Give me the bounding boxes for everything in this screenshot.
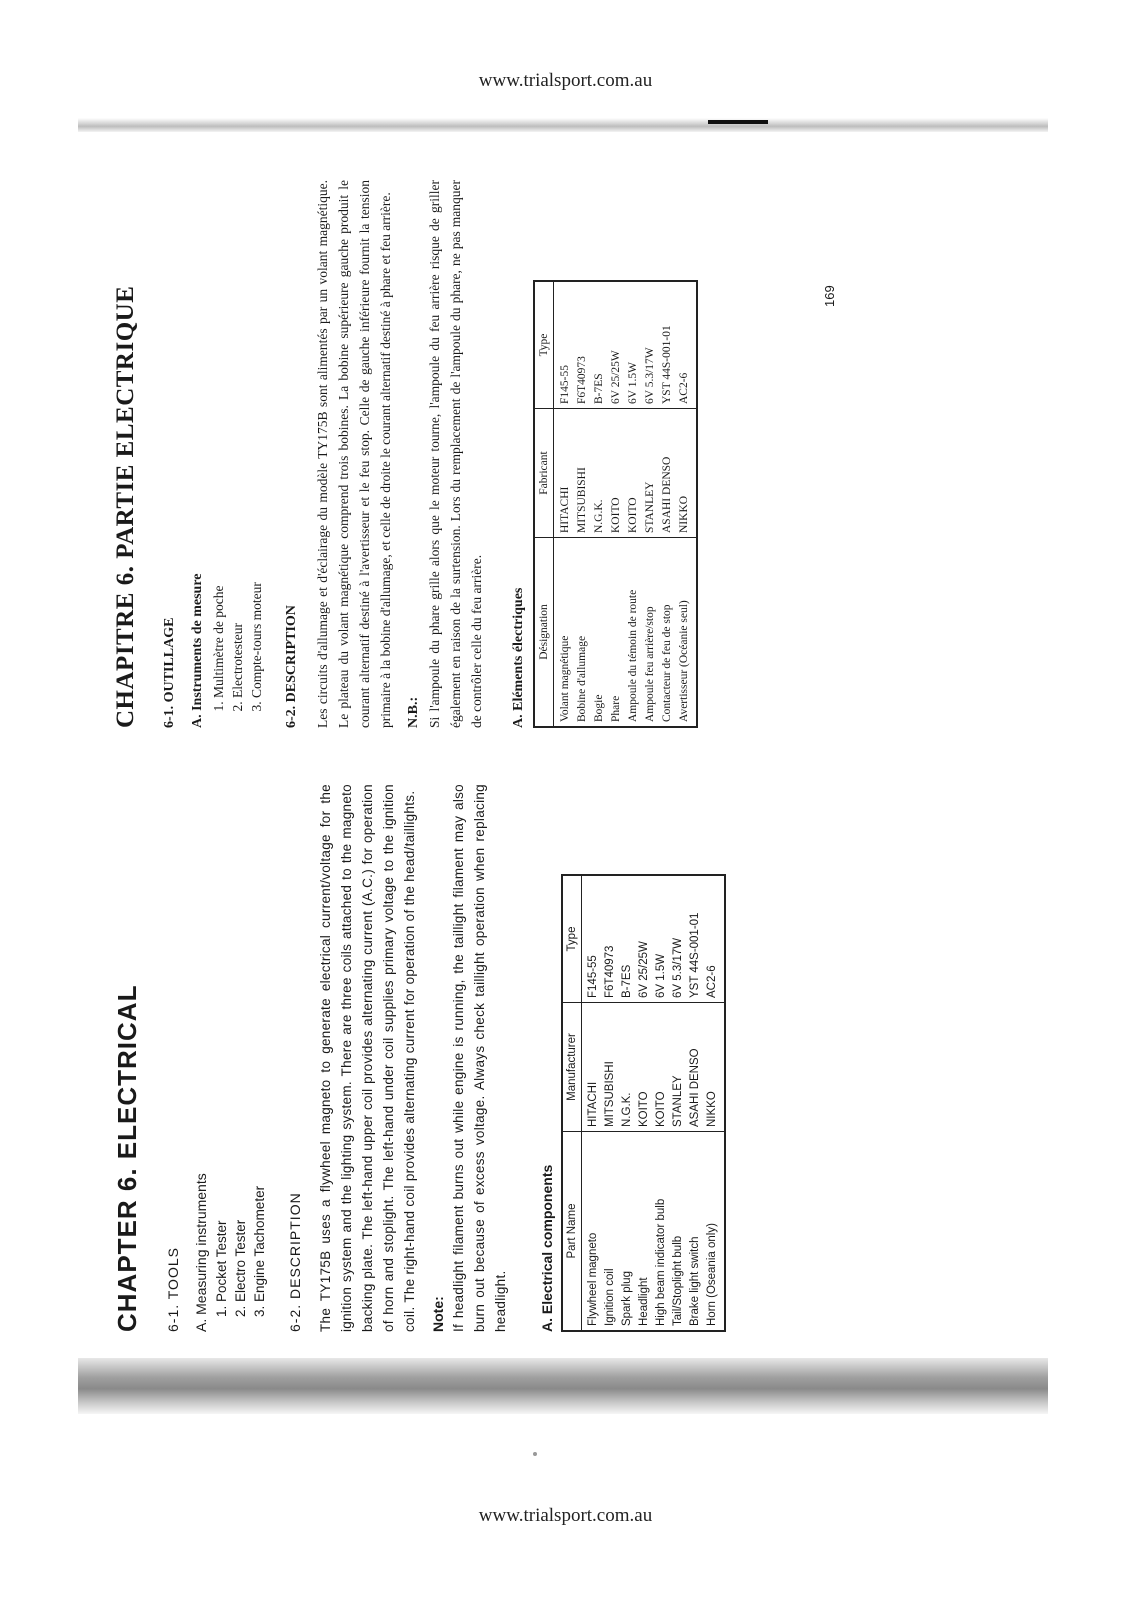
- table-row: [591, 281, 608, 727]
- english-note-heading: Note:: [430, 1296, 446, 1332]
- table-header: Désignation: [534, 538, 554, 728]
- scan-speck: [533, 1452, 537, 1456]
- table-row: [687, 875, 704, 1331]
- table-cell: YST 44S-001-01: [687, 875, 704, 1003]
- french-description-heading: 6-2. DESCRIPTION: [284, 605, 299, 728]
- table-cell: MITSUBISHI: [602, 1003, 619, 1132]
- table-cell: F6T40973: [602, 875, 619, 1003]
- table-header: Fabricant: [534, 409, 554, 538]
- table-cell: KOITO: [653, 1003, 670, 1132]
- table-cell: 6V 1.5W: [653, 875, 670, 1003]
- table-row: [670, 875, 687, 1331]
- english-tools-heading: 6-1. TOOLS: [165, 1247, 181, 1332]
- rotated-page: [112, 180, 854, 1332]
- french-chapter-title: CHAPITRE 6. PARTIE ELECTRIQUE: [112, 285, 139, 728]
- table-cell: Spark plug: [619, 1132, 636, 1332]
- footer-url: www.trialsport.com.au: [478, 1505, 653, 1526]
- table-cell: F145-55: [554, 281, 575, 409]
- table-cell: AC2-6: [704, 875, 725, 1003]
- table-cell: STANLEY: [670, 1003, 687, 1132]
- table-cell: 6V 5.3/17W: [642, 281, 659, 409]
- table-cell: Contacteur de feu de stop: [659, 538, 676, 728]
- table-row: [619, 875, 636, 1331]
- english-chapter-title: CHAPTER 6. ELECTRICAL: [112, 984, 142, 1332]
- english-table-body: [582, 875, 726, 1331]
- table-cell: KOITO: [625, 409, 642, 538]
- french-table-body: [554, 281, 698, 727]
- french-instrument-list: [209, 180, 266, 728]
- table-cell: N.G.K.: [591, 409, 608, 538]
- english-components-table: [561, 874, 726, 1332]
- table-cell: F6T40973: [574, 281, 591, 409]
- table-cell: Ampoule feu arrière/stop: [642, 538, 659, 728]
- table-row: [574, 281, 591, 727]
- scan-edge-bottom: [78, 1358, 1048, 1414]
- table-header: Part Name: [562, 1132, 582, 1332]
- page-number: 169: [822, 285, 837, 307]
- header-url: www.trialsport.com.au: [478, 70, 653, 91]
- table-cell: B-7ES: [619, 875, 636, 1003]
- english-column: [112, 784, 854, 1332]
- english-components-heading: A. Electrical components: [539, 1164, 555, 1332]
- table-cell: NIKKO: [704, 1003, 725, 1132]
- list-item: 1. Multimètre de poche: [209, 180, 228, 698]
- table-row: [625, 281, 642, 727]
- english-instrument-list: [212, 784, 269, 1332]
- table-cell: Phare: [608, 538, 625, 728]
- table-row: [659, 281, 676, 727]
- table-cell: 6V 25/25W: [636, 875, 653, 1003]
- scan-mark: [708, 120, 768, 124]
- table-cell: Avertisseur (Océanie seul): [676, 538, 697, 728]
- french-description-text: Les circuits d'allumage et d'éclairage du modèle TY175B sont alimentés par un volant magnétique. Le plateau du volant magnétique comprend trois bobines. La bobine supérieure gauche produit le courant alternatif destiné à l'avertisseur et le feu stop. Celle de gauche inférieure fournit la tension primaire à la bobine d'allumage, et celle de droite le courant alternatif destiné à phare et feu arrière.: [315, 180, 393, 728]
- table-cell: HITACHI: [554, 409, 575, 538]
- list-item: 3. Engine Tachometer: [250, 784, 269, 1302]
- english-note-text: If headlight filament burns out while engine is running, the taillight filament may also burn out because of excess voltage. Always check taillight operation when replacing headlight.: [451, 784, 508, 1332]
- english-description-text: The TY175B uses a flywheel magneto to generate electrical current/voltage for the ignition system and the lighting system. There are three coils attached to the magneto backing plate. The left-hand upper coil provides alternating current (A.C.) for operation of horn and stoplight. The left-hand under coil supplies primary voltage to the ignition coil. The right-hand coil provides alternating current for operation of the head/taillights.: [318, 784, 417, 1332]
- table-cell: NIKKO: [676, 409, 697, 538]
- english-description-heading: 6-2. DESCRIPTION: [287, 1192, 303, 1332]
- list-item: 1. Pocket Tester: [212, 784, 231, 1302]
- table-header: Type: [562, 875, 582, 1003]
- table-cell: AC2-6: [676, 281, 697, 409]
- french-note-text: Si l'ampoule du phare grille alors que le moteur tourne, l'ampoule du feu arrière risque de griller également en raison de la surtension. Lors du remplacement de l'ampoule du phare, ne pas manquer de contrôler celle du feu arrière.: [427, 180, 484, 728]
- french-note-heading: N.B.:: [406, 696, 421, 728]
- table-header: Manufacturer: [562, 1003, 582, 1132]
- table-cell: KOITO: [636, 1003, 653, 1132]
- table-cell: HITACHI: [582, 1003, 603, 1132]
- table-cell: N.G.K.: [619, 1003, 636, 1132]
- table-cell: Headlight: [636, 1132, 653, 1332]
- table-cell: Horn (Oseania only): [704, 1132, 725, 1332]
- french-column: [112, 180, 854, 728]
- table-cell: Flywheel magneto: [582, 1132, 603, 1332]
- table-cell: Ignition coil: [602, 1132, 619, 1332]
- table-cell: F145-55: [582, 875, 603, 1003]
- table-cell: Tail/Stoplight bulb: [670, 1132, 687, 1332]
- table-cell: Brake light switch: [687, 1132, 704, 1332]
- table-row: [636, 875, 653, 1331]
- table-cell: MITSUBISHI: [574, 409, 591, 538]
- table-cell: ASAHI DENSO: [659, 409, 676, 538]
- english-measuring-heading: A. Measuring instruments: [193, 1173, 209, 1332]
- table-cell: High beam indicator bulb: [653, 1132, 670, 1332]
- table-cell: Bobine d'allumage: [574, 538, 591, 728]
- french-tools-heading: 6-1. OUTILLAGE: [162, 617, 177, 728]
- table-cell: Ampoule du témoin de route: [625, 538, 642, 728]
- table-cell: B-7ES: [591, 281, 608, 409]
- table-cell: Bogie: [591, 538, 608, 728]
- table-cell: ASAHI DENSO: [687, 1003, 704, 1132]
- table-row: [554, 281, 575, 727]
- list-item: 3. Compte-tours moteur: [247, 180, 266, 698]
- table-header: Type: [534, 281, 554, 409]
- table-cell: 6V 1.5W: [625, 281, 642, 409]
- table-row: [653, 875, 670, 1331]
- list-item: 2. Electrotesteur: [228, 180, 247, 698]
- list-item: 2. Electro Tester: [231, 784, 250, 1302]
- table-cell: 6V 5.3/17W: [670, 875, 687, 1003]
- table-cell: YST 44S-001-01: [659, 281, 676, 409]
- table-cell: 6V 25/25W: [608, 281, 625, 409]
- table-row: [602, 875, 619, 1331]
- table-row: [608, 281, 625, 727]
- table-row: [582, 875, 603, 1331]
- french-measuring-heading: A. Instruments de mesure: [190, 573, 205, 728]
- table-row: [642, 281, 659, 727]
- french-components-table: [533, 280, 698, 728]
- table-cell: STANLEY: [642, 409, 659, 538]
- table-cell: Volant magnétique: [554, 538, 575, 728]
- table-row: [676, 281, 697, 727]
- table-cell: KOITO: [608, 409, 625, 538]
- table-row: [704, 875, 725, 1331]
- french-components-heading: A. Eléments électriques: [511, 587, 526, 728]
- scan-edge-top: [78, 118, 1048, 132]
